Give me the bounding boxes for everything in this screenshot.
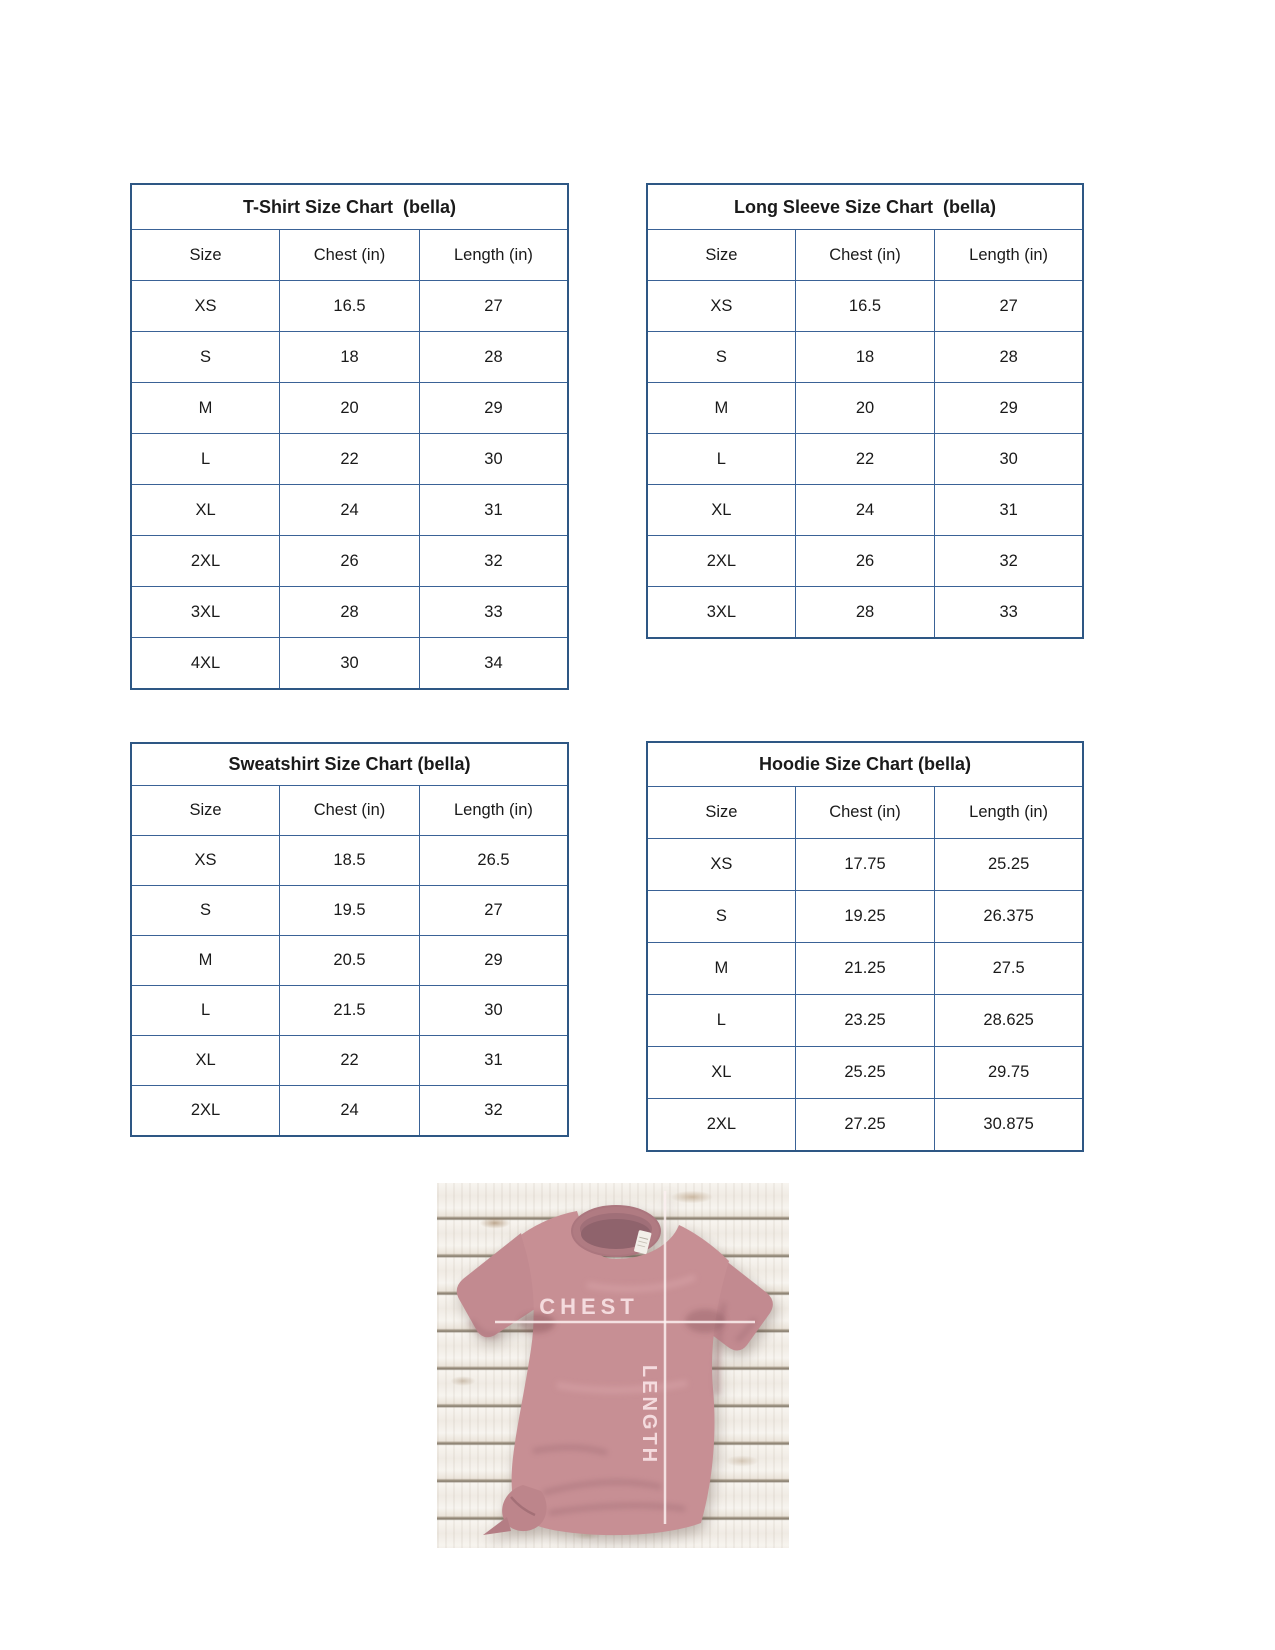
table-row: [131, 536, 568, 587]
tshirt-mockup-illustration: [437, 1183, 789, 1548]
tshirt-size-table: [130, 183, 569, 690]
length-cell: 34: [419, 638, 568, 690]
chest-cell: 23.25: [795, 995, 935, 1047]
column-header: Chest (in): [280, 230, 420, 281]
hem-knot-tail: [483, 1517, 511, 1535]
length-cell: 30: [935, 434, 1083, 485]
column-header: Chest (in): [795, 787, 935, 839]
size-cell: 2XL: [647, 1099, 795, 1152]
chest-cell: 24: [795, 485, 935, 536]
length-cell: 26.375: [935, 891, 1083, 943]
table-title: T-Shirt Size Chart (bella): [131, 184, 568, 230]
chest-cell: 19.25: [795, 891, 935, 943]
size-cell: XL: [647, 1047, 795, 1099]
shirt-body: [512, 1211, 729, 1535]
chest-cell: 28: [795, 587, 935, 639]
table-row: [131, 434, 568, 485]
length-cell: 31: [419, 485, 568, 536]
table-row: [131, 886, 568, 936]
table-row: [647, 1047, 1083, 1099]
length-cell: 28: [935, 332, 1083, 383]
size-cell: 2XL: [131, 1086, 280, 1137]
table-title: Hoodie Size Chart (bella): [647, 742, 1083, 787]
table-row: [131, 383, 568, 434]
column-header: Size: [131, 786, 280, 836]
size-cell: XL: [647, 485, 795, 536]
column-header: Length (in): [419, 230, 568, 281]
size-cell: 2XL: [131, 536, 280, 587]
table-row: [647, 839, 1083, 891]
table-row: [647, 485, 1083, 536]
size-cell: L: [131, 986, 280, 1036]
size-cell: 3XL: [131, 587, 280, 638]
table-row: [647, 281, 1083, 332]
size-cell: 2XL: [647, 536, 795, 587]
table-row: [647, 995, 1083, 1047]
table-title: Sweatshirt Size Chart (bella): [131, 743, 568, 786]
table-title-row: [647, 184, 1083, 230]
length-cell: 26.5: [419, 836, 568, 886]
length-cell: 32: [935, 536, 1083, 587]
size-cell: XS: [647, 281, 795, 332]
table-row: [647, 1099, 1083, 1152]
length-cell: 32: [419, 536, 568, 587]
table-title: Long Sleeve Size Chart (bella): [647, 184, 1083, 230]
table-row: [131, 281, 568, 332]
size-cell: L: [131, 434, 280, 485]
length-cell: 30.875: [935, 1099, 1083, 1152]
table-title-row: [131, 184, 568, 230]
size-cell: S: [131, 886, 280, 936]
length-cell: 33: [419, 587, 568, 638]
size-cell: XS: [131, 836, 280, 886]
length-cell: 31: [419, 1036, 568, 1086]
size-cell: S: [647, 332, 795, 383]
table-header-row: [131, 230, 568, 281]
sweatshirt-size-table: [130, 742, 569, 1137]
chest-cell: 16.5: [280, 281, 420, 332]
table-title-row: [131, 743, 568, 786]
chest-cell: 25.25: [795, 1047, 935, 1099]
size-cell: L: [647, 434, 795, 485]
size-cell: 3XL: [647, 587, 795, 639]
length-cell: 27: [419, 886, 568, 936]
length-cell: 30: [419, 986, 568, 1036]
chest-cell: 16.5: [795, 281, 935, 332]
table-title-row: [647, 742, 1083, 787]
chest-cell: 24: [280, 485, 420, 536]
table-row: [647, 943, 1083, 995]
table-header-row: [647, 787, 1083, 839]
size-cell: L: [647, 995, 795, 1047]
chest-cell: 18: [280, 332, 420, 383]
chest-cell: 30: [280, 638, 420, 690]
length-cell: 28: [419, 332, 568, 383]
column-header: Size: [647, 230, 795, 281]
length-cell: 31: [935, 485, 1083, 536]
length-cell: 29: [935, 383, 1083, 434]
column-header: Length (in): [419, 786, 568, 836]
chest-cell: 19.5: [280, 886, 420, 936]
chest-cell: 21.5: [280, 986, 420, 1036]
length-cell: 30: [419, 434, 568, 485]
length-cell: 27: [419, 281, 568, 332]
table-row: [647, 332, 1083, 383]
chest-cell: 20: [280, 383, 420, 434]
table-header-row: [647, 230, 1083, 281]
chest-cell: 27.25: [795, 1099, 935, 1152]
chest-cell: 26: [795, 536, 935, 587]
table-header-row: [131, 786, 568, 836]
table-row: [131, 936, 568, 986]
table-row: [131, 836, 568, 886]
column-header: Length (in): [935, 230, 1083, 281]
length-cell: 32: [419, 1086, 568, 1137]
longsleeve-size-table: [646, 183, 1084, 639]
chest-cell: 20.5: [280, 936, 420, 986]
table-row: [647, 891, 1083, 943]
column-header: Chest (in): [795, 230, 935, 281]
table-row: [131, 485, 568, 536]
chest-cell: 21.25: [795, 943, 935, 995]
chest-cell: 26: [280, 536, 420, 587]
table-row: [131, 986, 568, 1036]
size-cell: M: [647, 943, 795, 995]
column-header: Length (in): [935, 787, 1083, 839]
chest-cell: 24: [280, 1086, 420, 1137]
length-label: LENGTH: [638, 1364, 660, 1466]
size-cell: XL: [131, 1036, 280, 1086]
length-cell: 25.25: [935, 839, 1083, 891]
length-cell: 27.5: [935, 943, 1083, 995]
length-cell: 29: [419, 383, 568, 434]
hoodie-size-table: [646, 741, 1084, 1152]
size-cell: XL: [131, 485, 280, 536]
size-cell: S: [647, 891, 795, 943]
chest-cell: 28: [280, 587, 420, 638]
size-cell: XS: [131, 281, 280, 332]
column-header: Size: [647, 787, 795, 839]
size-guide-photo: [437, 1183, 789, 1548]
size-cell: M: [131, 383, 280, 434]
size-cell: XS: [647, 839, 795, 891]
chest-cell: 17.75: [795, 839, 935, 891]
chest-cell: 18.5: [280, 836, 420, 886]
table-row: [647, 587, 1083, 639]
table-row: [131, 587, 568, 638]
size-cell: M: [131, 936, 280, 986]
table-row: [647, 434, 1083, 485]
chest-cell: 18: [795, 332, 935, 383]
size-cell: S: [131, 332, 280, 383]
table-row: [647, 536, 1083, 587]
chest-label: CHEST: [539, 1294, 639, 1319]
length-cell: 33: [935, 587, 1083, 639]
chest-cell: 22: [280, 434, 420, 485]
length-cell: 28.625: [935, 995, 1083, 1047]
column-header: Size: [131, 230, 280, 281]
length-cell: 27: [935, 281, 1083, 332]
size-cell: 4XL: [131, 638, 280, 690]
table-row: [131, 332, 568, 383]
chest-cell: 22: [280, 1036, 420, 1086]
table-row: [131, 638, 568, 690]
chest-cell: 20: [795, 383, 935, 434]
length-cell: 29.75: [935, 1047, 1083, 1099]
length-cell: 29: [419, 936, 568, 986]
chest-cell: 22: [795, 434, 935, 485]
table-row: [647, 383, 1083, 434]
size-cell: M: [647, 383, 795, 434]
table-row: [131, 1086, 568, 1137]
table-row: [131, 1036, 568, 1086]
column-header: Chest (in): [280, 786, 420, 836]
